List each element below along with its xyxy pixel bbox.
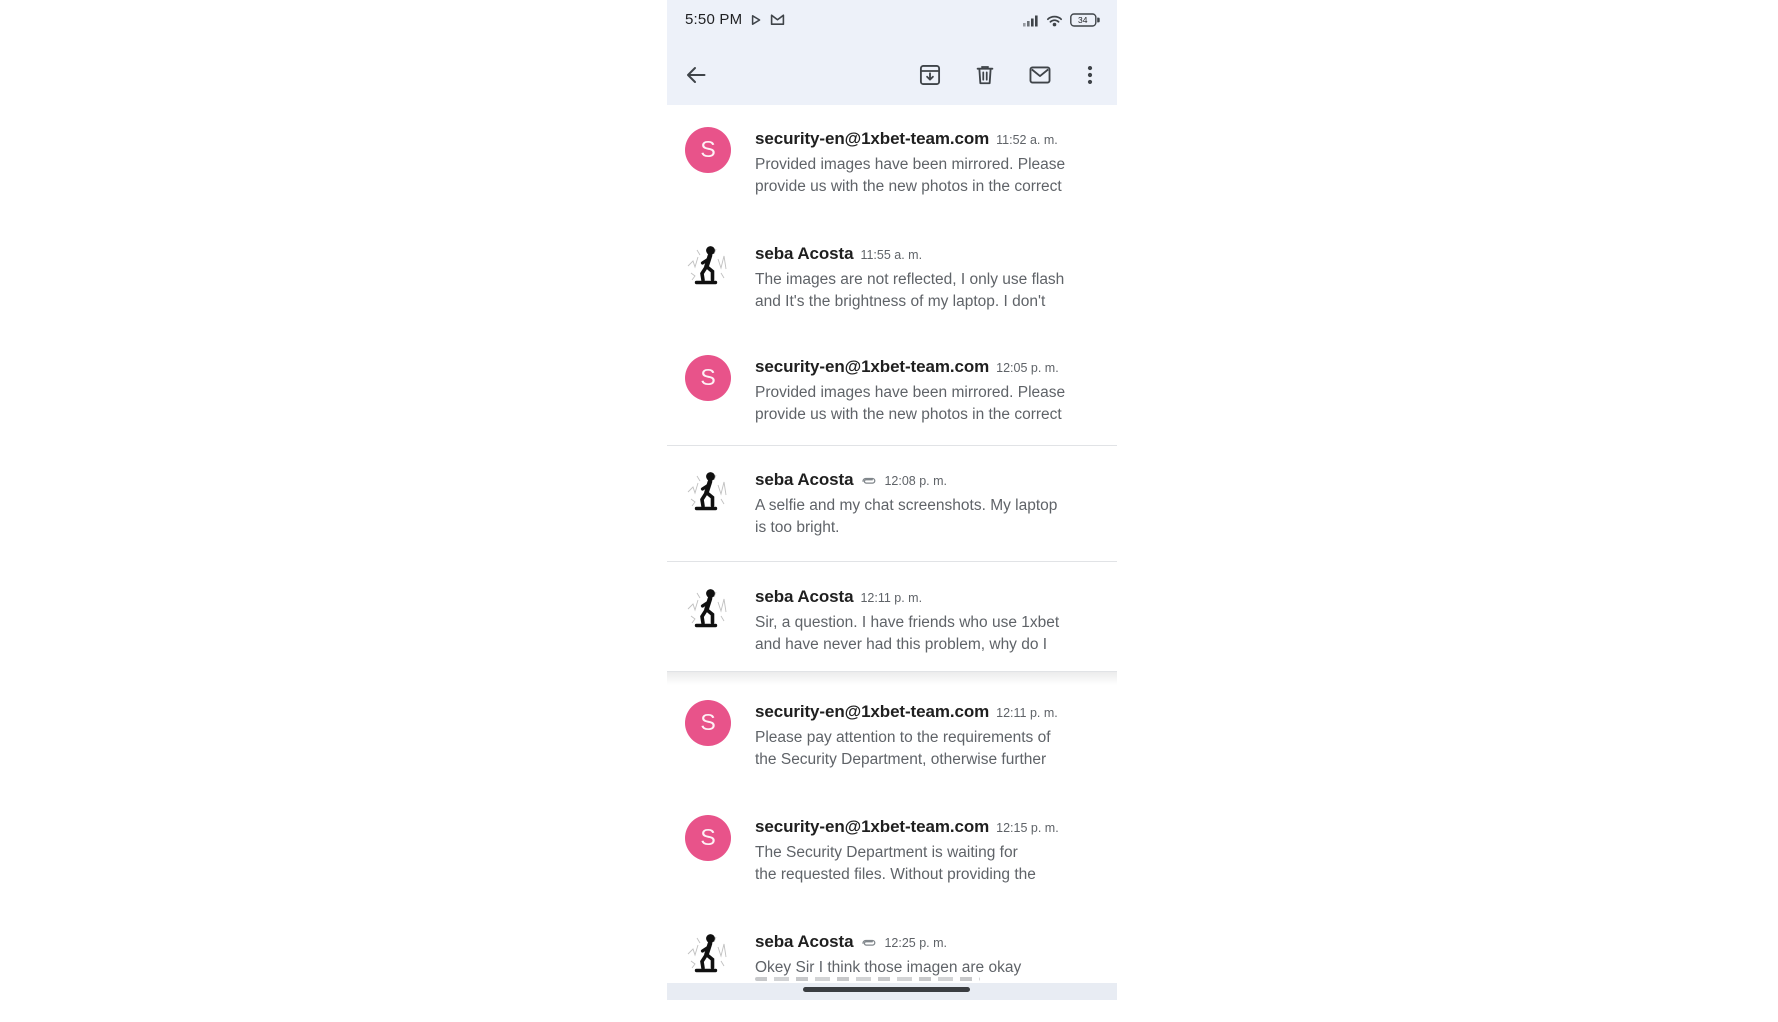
preview-line: provide us with the new photos in the correct — [755, 177, 1062, 195]
message-summary — [755, 244, 1101, 312]
preview-line: A selfie and my chat screenshots. My laptop — [755, 497, 1058, 514]
message-row[interactable] — [667, 815, 1117, 907]
delete-button[interactable] — [968, 58, 1002, 92]
sender-name: security-en@1xbet-team.com — [755, 129, 990, 148]
message-time: 12:11 p. m. — [860, 591, 923, 605]
message-divider — [667, 445, 1117, 446]
message-summary — [755, 357, 1101, 425]
sender-name: seba Acosta — [755, 932, 854, 951]
message-summary — [755, 932, 1101, 979]
battery-percent: 34 — [1078, 15, 1088, 26]
attachment-icon — [860, 938, 877, 948]
preview-line: Provided images have been mirrored. Please — [755, 384, 1066, 401]
message-time: 12:11 p. m. — [996, 706, 1058, 720]
back-button[interactable] — [679, 58, 713, 92]
status-right — [1022, 13, 1101, 27]
app-header — [667, 0, 1117, 105]
sender-avatar[interactable] — [685, 127, 731, 173]
message-time: 12:25 p. m. — [884, 936, 947, 950]
toolbar — [667, 45, 1117, 105]
message-row[interactable] — [667, 930, 1117, 1022]
sender-name: security-en@1xbet-team.com — [755, 702, 990, 721]
battery-icon — [1070, 13, 1101, 27]
message-row[interactable] — [667, 242, 1117, 334]
gmail-icon — [770, 13, 785, 26]
message-divider — [667, 561, 1117, 562]
preview-line: Sir, a question. I have friends who use 1xbet — [755, 614, 1060, 631]
message-row[interactable] — [667, 468, 1117, 560]
message-time: 11:52 a. m. — [996, 133, 1058, 147]
message-summary — [755, 702, 1101, 770]
status-left — [685, 11, 785, 28]
sender-name: security-en@1xbet-team.com — [755, 817, 990, 836]
preview-line: The images are not reflected, I only use flash — [755, 271, 1065, 288]
sender-avatar[interactable] — [685, 585, 731, 631]
message-summary — [755, 817, 1101, 885]
sender-avatar[interactable] — [685, 815, 731, 861]
sender-avatar[interactable] — [685, 700, 731, 746]
message-time: 12:05 p. m. — [996, 361, 1059, 375]
message-summary — [755, 470, 1101, 538]
preview-line: is too bright. — [755, 518, 840, 536]
status-clock: 5:50 PM — [685, 11, 743, 28]
sender-name: security-en@1xbet-team.com — [755, 357, 990, 376]
sender-name: seba Acosta — [755, 244, 854, 263]
archive-button[interactable] — [913, 58, 947, 92]
preview-line: Okey Sir I think those imagen are okay — [755, 959, 1022, 976]
attachment-icon — [860, 476, 877, 486]
divider-shadow — [667, 672, 1117, 685]
preview-line: Please pay attention to the requirements of — [755, 729, 1051, 746]
status-bar — [667, 11, 1117, 35]
sender-name: seba Acosta — [755, 470, 854, 489]
message-row[interactable] — [667, 127, 1117, 219]
mail-button[interactable] — [1023, 58, 1057, 92]
clipped-text-fragment — [755, 977, 980, 981]
wifi-icon — [1046, 14, 1063, 27]
message-row[interactable] — [667, 355, 1117, 447]
avatar-letter: S — [700, 708, 716, 735]
avatar-letter: S — [700, 363, 716, 390]
preview-line: provide us with the new photos in the correct — [755, 405, 1062, 423]
sender-name: seba Acosta — [755, 587, 854, 606]
preview-line: Provided images have been mirrored. Please — [755, 156, 1066, 173]
signal-icon — [1022, 14, 1039, 27]
gesture-nav-bar — [667, 983, 1117, 1000]
sender-avatar[interactable] — [685, 355, 731, 401]
message-row[interactable] — [667, 585, 1117, 677]
sender-avatar[interactable] — [685, 468, 731, 514]
avatar-letter: S — [700, 823, 716, 850]
more-options-button[interactable] — [1073, 58, 1107, 92]
play-icon — [751, 14, 761, 26]
message-time: 11:55 a. m. — [860, 248, 923, 262]
sender-avatar[interactable] — [685, 930, 731, 976]
preview-line: and have never had this problem, why do I — [755, 635, 1048, 653]
avatar-letter: S — [700, 135, 716, 162]
phone-screen — [667, 0, 1117, 1000]
message-row[interactable] — [667, 700, 1117, 792]
message-summary — [755, 129, 1101, 197]
home-indicator[interactable] — [803, 987, 970, 992]
preview-line: the requested files. Without providing the — [755, 865, 1036, 883]
preview-line: The Security Department is waiting for — [755, 844, 1018, 861]
preview-line: the Security Department, otherwise further — [755, 750, 1047, 768]
message-summary — [755, 587, 1101, 655]
message-time: 12:08 p. m. — [884, 474, 947, 488]
preview-line: and It's the brightness of my laptop. I don't — [755, 292, 1046, 310]
message-time: 12:15 p. m. — [996, 821, 1059, 835]
sender-avatar[interactable] — [685, 242, 731, 288]
